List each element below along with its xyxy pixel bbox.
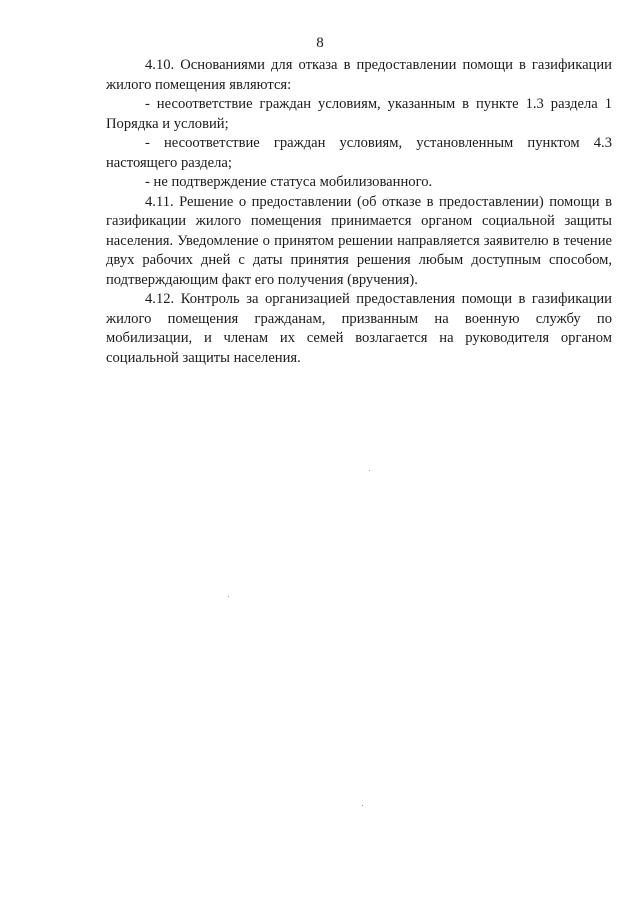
page-number: 8: [316, 35, 324, 51]
scan-speck: [228, 596, 229, 597]
paragraph-4-10: 4.10. Основаниями для отказа в предоставлении помощи в газификации жилого помещения являются:: [106, 57, 612, 93]
paragraph-ground-1: - несоответствие граждан условиям, указанным в пункте 1.3 раздела 1 Порядка и условий;: [106, 96, 612, 132]
paragraph-ground-3: - не подтверждение статуса мобилизованного.: [145, 174, 433, 190]
paragraph-4-12: 4.12. Контроль за организацией предоставления помощи в газификации жилого помещения гражданам, призванным на военную службу по мобилизации, и членам их семей возлагается на руководителя органом социальной защиты населения.: [106, 291, 612, 366]
paragraph-ground-2: - несоответствие граждан условиям, установленным пунктом 4.3 настоящего раздела;: [106, 135, 612, 171]
scan-speck: [362, 805, 363, 806]
scan-speck: [369, 470, 370, 471]
document-body: [106, 56, 612, 368]
paragraph-4-11: 4.11. Решение о предоставлении (об отказе в предоставлении) помощи в газификации жилого помещения принимается органом социальной защиты населения. Уведомление о принятом решении направляется заявителю в течение двух рабочих дней с даты принятия решения любым доступным способом, подтверждающим факт его получения (вручения).: [106, 193, 612, 288]
